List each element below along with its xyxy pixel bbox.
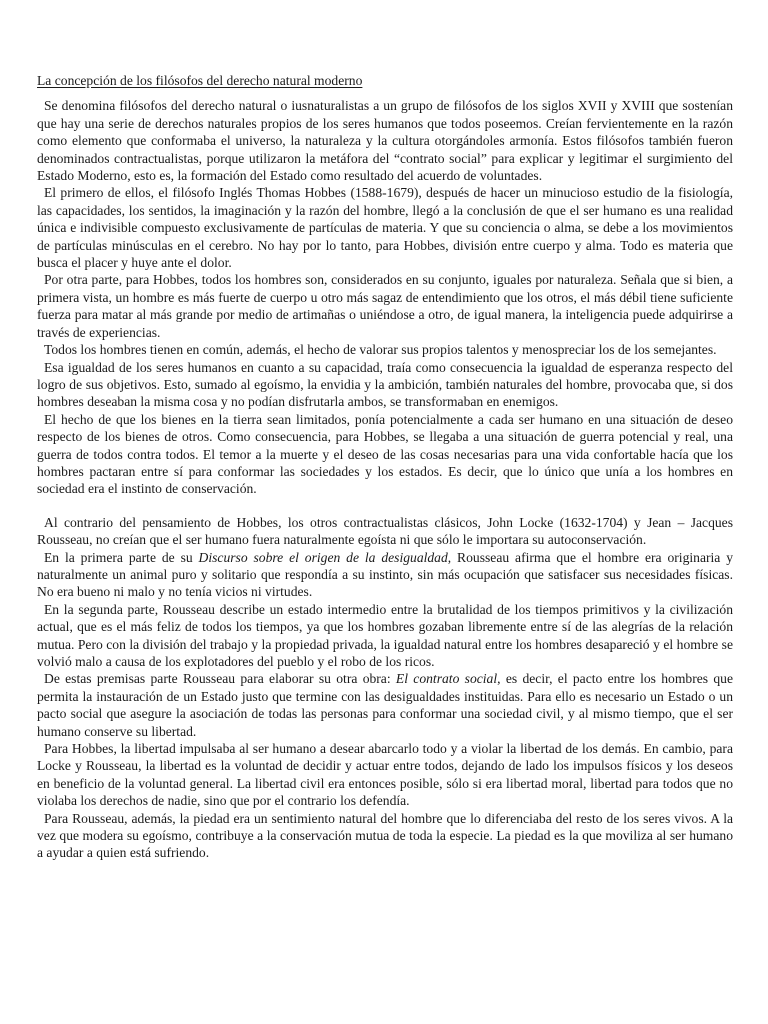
paragraph-contrato-rest: , es decir, el pacto entre los hombres que permita la instauración de un Estado justo que termine con las desigualdades instituidas. Para ello es necesario un Estado o un pacto social que asegure la asociación de todas las personas para conformar una sociedad civil, y al mismo tiempo, que el ser humano conserve su libertad. (37, 671, 733, 739)
paragraph-discurso (37, 549, 733, 601)
paragraph-talents: Todos los hombres tienen en común, además, el hecho de valorar sus propios talentos y menospreciar los de los semejantes. (44, 342, 717, 358)
paragraph-hobbes-materialism: El primero de ellos, el filósofo Inglés Thomas Hobbes (1588-1679), después de hacer un minucioso estudio de la fisiología, las capacidades, los sentidos, la imaginación y la razón del hombre, llegó a la conclusión de que el ser humano es una realidad única e indivisible compuesto exclusivamente de partículas de materia. Y que su conciencia o alma, se debe a los movimientos de partículas minúsculas en el cerebro. No hay por lo tanto, para Hobbes, división entre cuerpo y alma. Todo es materia que busca el placer y huye ante el dolor. (37, 185, 733, 271)
work-title-discurso: Discurso sobre el origen de la desigualdad (198, 549, 448, 565)
section-gap (37, 498, 733, 514)
document-body (37, 72, 733, 862)
paragraph-second-part: En la segunda parte, Rousseau describe un estado intermedio entre la brutalidad de los tiempos primitivos y la civilización actual, que es el más feliz de todos los tiempos, ya que los hombres gozaban libremente entre sí de las alegrías de la relación mutua. Pero con la división del trabajo y la propiedad privada, la igualdad natural entre los hombres desapareció y el hombre se volvió malo a causa de los explotadores del pueblo y el robo de los ricos. (37, 601, 733, 669)
paragraph-locke-rousseau: Al contrario del pensamiento de Hobbes, los otros contractualistas clásicos, John Locke (1632-1704) y Jean – Jacques Rousseau, no creían que el ser humano fuera naturalmente egoísta ni que sólo le importara su autoconservación. (37, 514, 733, 548)
paragraph-hobbes-equality: Por otra parte, para Hobbes, todos los hombres son, considerados en su conjunto, iguales por naturaleza. Señala que si bien, a primera vista, un hombre es más fuerte de cuerpo u otro más sagaz de entendimiento que los otros, el más débil tiene suficiente fuerza para matar al más grande por medio de artimañas o uniéndose a otro, de igual manera, la inteligencia puede adquirirse a través de experiencias. (37, 272, 733, 340)
paragraph-war-of-all: El hecho de que los bienes en la tierra sean limitados, ponía potencialmente a cada ser humano en una situación de deseo respecto de los bienes de otros. Como consecuencia, para Hobbes, se llegaba a una situación de guerra potencial y real, una guerra de todos contra todos. El temor a la muerte y el deseo de las cosas necesarias para una vida confortable hacía que los hombres pactaran entre sí para conformar las sociedades y los estados. Es decir, que lo único que unía a los hombres en sociedad era el instinto de conservación. (37, 411, 733, 497)
paragraph-contrato-lead: De estas premisas parte Rousseau para elaborar su otra obra: (44, 671, 396, 687)
work-title-contrato: El contrato social (395, 671, 498, 687)
paragraph-libertad: Para Hobbes, la libertad impulsaba al ser humano a desear abarcarlo todo y a violar la libertad de los demás. En cambio, para Locke y Rousseau, la libertad es la voluntad de decidir y actuar entre todos, dejando de lado los impulsos físicos y los deseos en beneficio de la voluntad general. La libertad civil era entonces posible, sólo si era libertad moral, libertad para todos que no violaba los derechos de nadie, sino que por el contrario los defendía. (37, 741, 733, 809)
paragraph-piedad: Para Rousseau, además, la piedad era un sentimiento natural del hombre que lo diferenciaba del resto de los seres vivos. A la vez que modera su egoísmo, contribuye a la conservación mutua de toda la especie. La piedad es la que moviliza al ser humano a ayudar a quien está sufriendo. (37, 810, 733, 861)
paragraph-discurso-lead: En la primera parte de su (44, 549, 199, 565)
document-title: La concepción de los filósofos del derecho natural moderno (37, 73, 363, 88)
paragraph-contrato (37, 670, 733, 740)
paragraph-enemies: Esa igualdad de los seres humanos en cuanto a su capacidad, traía como consecuencia la igualdad de esperanza respecto del logro de sus objetivos. Esto, sumado al egoísmo, la envidia y la ambición, también naturales del hombre, provocaba que, si dos hombres deseaban la misma cosa y no podían disfrutarla ambos, se transformaban en enemigos. (37, 359, 733, 410)
paragraph-intro: Se denomina filósofos del derecho natural o iusnaturalistas a un grupo de filósofos de los siglos XVII y XVIII que sostenían que hay una serie de derechos naturales propios de los seres humanos que todos poseemos. Creían fervientemente en la razón como elemento que conformaba el universo, la naturaleza y la cultura otorgándoles armonía. Estos filósofos también fueron denominados contractualistas, porque utilizaron la metáfora del “contrato social” para explicar y legitimar el surgimiento del Estado Moderno, esto es, la formación del Estado como resultado del acuerdo de voluntades. (37, 98, 733, 184)
paragraph-discurso-rest: , Rousseau afirma que el hombre era originaria y naturalmente un animal puro y solitario que respondía a su instinto, sin más ocupación que satisfacer sus necesidades físicas. No era bueno ni malo y no tenía vicios ni virtudes. (37, 549, 733, 600)
